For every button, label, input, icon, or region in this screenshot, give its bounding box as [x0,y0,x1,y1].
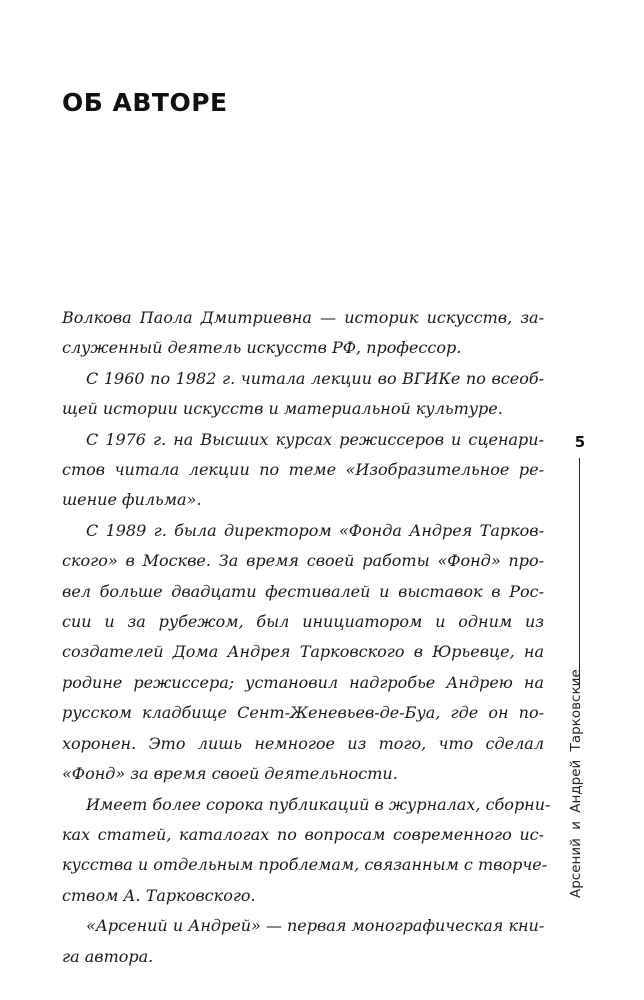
bio-line: шение фильма». [62,490,202,510]
bio-line: родине режиссера; установил надгробье Андрею на [62,672,544,692]
bio-line: ского» в Москве. За время своей работы «Фонд» про- [62,551,544,571]
bio-line: ством А. Тарковского. [62,885,256,905]
running-head [566,669,586,898]
bio-line: С 1960 по 1982 г. читала лекции во ВГИКе по всеоб- [86,368,544,388]
bio-line: щей истории искусств и материальной культуре. [62,399,503,419]
bio-line: С 1989 г. была директором «Фонда Андрея Тарков- [86,520,544,540]
bio-line: служенный деятель искусств РФ, профессор. [62,338,462,358]
page-title: ОБ АВТОРЕ [62,88,228,117]
author-bio [62,303,551,972]
running-head-text: Арсений и Андрей Тарковские [568,669,584,898]
bio-line: создателей Дома Андрея Тарковского в Юрьевце, на [62,642,544,662]
bio-line: Волкова Паола Дмитриевна — историк искусств, за- [62,308,544,327]
bio-line: га автора. [62,946,154,966]
bio-line: «Арсений и Андрей» — первая монографическая кни- [86,916,545,936]
vertical-rule [579,458,580,688]
bio-line: вел больше двадцати фестивалей и выставок в Рос- [62,581,544,601]
page-number: 5 [574,433,586,451]
bio-line: С 1976 г. на Высших курсах режиссеров и сценари- [86,429,544,449]
bio-line: «Фонд» за время своей деятельности. [62,764,398,784]
bio-line: Имеет более сорока публикаций в журналах, сборни- [86,794,551,814]
bio-line: ках статей, каталогах по вопросам современного ис- [62,824,544,844]
bio-line: сии и за рубежом, был инициатором и одним из [62,612,544,632]
bio-line: кусства и отдельным проблемам, связанным с творче- [62,855,548,875]
bio-line: хоронен. Это лишь немногое из того, что сделал [62,733,544,753]
bio-line: русском кладбище Сент-Женевьев-де-Буа, где он по- [62,703,544,723]
bio-line: стов читала лекции по теме «Изобразительное ре- [62,460,544,480]
